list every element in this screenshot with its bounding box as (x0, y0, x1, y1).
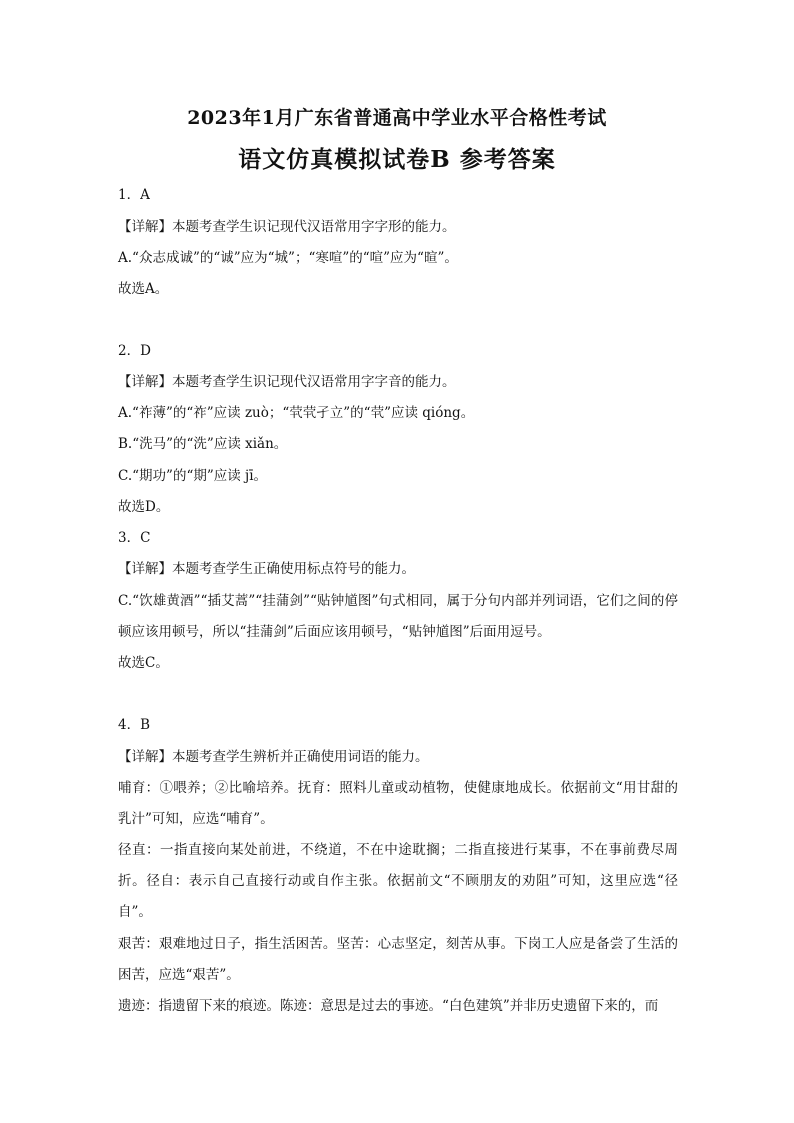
q1-conclusion: 故选A。 (118, 281, 169, 297)
q4-paragraph-jianku: 艰苦：艰难地过日子，指生活困苦。坚苦：心志坚定，刻苦从事。下岗工人应是备尝了生活的困苦，应选“艰苦”。 (118, 936, 678, 983)
q3-detail: 【详解】本题考查学生正确使用标点符号的能力。 (118, 561, 415, 577)
document-subtitle: 语文仿真模拟试卷B 参考答案 (238, 146, 556, 173)
q2-answer: 2．D (118, 343, 151, 359)
q2-option-b: B.“洗马”的“洗”应读 xiǎn。 (118, 436, 288, 452)
document-title: 2023年1月广东省普通高中学业水平合格性考试 (187, 107, 607, 129)
q2-detail: 【详解】本题考查学生识记现代汉语常用字字音的能力。 (118, 374, 456, 390)
q4-paragraph-yiji: 遗迹：指遗留下来的痕迹。陈迹：意思是过去的事迹。“白色建筑”并非历史遗留下来的，而 (118, 998, 659, 1014)
q2-option-c: C.“期功”的“期”应读 jī。 (118, 468, 268, 484)
q2-option-a: A.“祚薄”的“祚”应读 zuò；“茕茕孑立”的“茕”应读 qióng。 (118, 405, 475, 421)
q3-conclusion: 故选C。 (118, 655, 169, 671)
q4-answer: 4．B (118, 717, 151, 733)
q1-answer: 1．A (118, 187, 150, 203)
q4-paragraph-jingzhi: 径直：一指直接向某处前进，不绕道，不在中途耽搁；二指直接进行某事，不在事前费尽周折。径自：表示自己直接行动或自作主张。依据前文“不顾朋友的劝阻”可知，这里应选“径自”。 (118, 842, 678, 920)
q3-option-c: C.“饮雄黄酒”“插艾蒿”“挂蒲剑”“贴钟馗图”句式相同，属于分句内部并列词语，它们之间的停顿应该用顿号，所以“挂蒲剑”后面应该用顿号，“贴钟馗图”后面用逗号。 (118, 593, 678, 640)
q4-detail: 【详解】本题考查学生辨析并正确使用词语的能力。 (118, 749, 429, 765)
q4-paragraph-buyu: 哺育：①喂养；②比喻培养。抚育：照料儿童或动植物，使健康地成长。依据前文“用甘甜的乳汁”可知，应选“哺育”。 (118, 780, 678, 827)
q3-answer: 3．C (118, 530, 151, 546)
q1-detail: 【详解】本题考查学生识记现代汉语常用字字形的能力。 (118, 219, 456, 235)
q2-conclusion: 故选D。 (118, 499, 170, 515)
q1-option-a: A.“众志成诚”的“诚”应为“城”；“寒喧”的“喧”应为“暄”。 (118, 250, 458, 266)
